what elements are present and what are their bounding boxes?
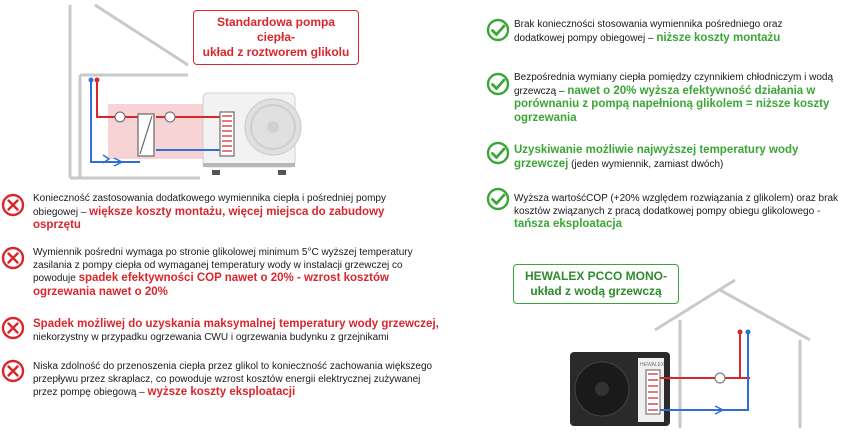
check-circle-icon — [486, 187, 510, 211]
con-text-part: Wymiennik pośredni wymaga po stronie glikolowej minimum 5°C wyższej temperatury zasilania z pompy ciepła od wymaganej temperatury wody w instalacji grzewczej co powoduje — [33, 247, 413, 284]
pro-text-part: Brak konieczności stosowania wymiennika pośredniego oraz dodatkowej pompy obiegowej – — [514, 19, 783, 44]
title-line: Standardowa pompa ciepła- — [216, 15, 335, 44]
check-circle-icon — [486, 18, 510, 42]
check-circle-icon — [486, 141, 510, 165]
glycol-system-title — [193, 10, 359, 65]
con-text-part: większe koszty montażu, więcej miejsca do zabudowy osprzętu — [33, 205, 385, 231]
pro-item — [514, 72, 844, 125]
con-item — [33, 193, 418, 233]
con-item — [33, 361, 433, 400]
pro-text-part: Uzyskiwanie możliwie najwyższej temperatury wody grzewczej — [514, 144, 799, 170]
con-text-part: Konieczność zastosowania dodatkowego wymiennika ciepła i pośredniej pompy obiegowej – — [33, 193, 386, 218]
x-circle-icon — [1, 246, 25, 270]
pro-text-part: nawet o 20% wyższa efektywność działania w porównaniu z pompą napełnioną glikolem = niższe koszty ogrzewania — [514, 84, 830, 124]
x-circle-icon — [1, 316, 25, 340]
pro-text-part: Wyższa wartośćCOP (+20% względem rozwiązania z glikolem) oraz brak kosztów związanych z pracą dodatkowej pompy obiegu glikolowego - — [514, 193, 839, 217]
title-line: układ z roztworem glikolu — [202, 45, 350, 59]
con-text-part: Spadek możliwej do uzyskania maksymalnej temperatury wody grzewczej, — [33, 318, 439, 330]
pump — [715, 373, 725, 383]
pro-item — [514, 144, 844, 171]
x-circle-icon — [1, 193, 25, 217]
x-circle-icon — [1, 359, 25, 383]
title-line: HEWALEX PCCO MONO- — [524, 269, 667, 283]
condenser-coil — [220, 112, 234, 156]
con-text-part: niekorzystny w przypadku ogrzewania CWU i ogrzewania budynku z grzejnikami — [33, 331, 389, 343]
pro-item — [514, 19, 819, 45]
outdoor-unit — [203, 93, 301, 175]
pro-text-part: Bezpośrednia wymiany ciepła pomiędzy czynnikiem chłodniczym i wodą grzewczą – — [514, 72, 834, 97]
pro-item — [514, 193, 844, 232]
con-item — [33, 247, 418, 299]
con-item — [33, 318, 463, 344]
pro-text-part: niższe koszty montażu — [656, 31, 781, 44]
plate-exchanger — [138, 114, 154, 156]
unit-logo: HEWALEX — [640, 362, 665, 368]
pro-text-part: (jeden wymiennik, zamiast dwóch) — [568, 158, 724, 170]
condenser-coil — [646, 370, 660, 414]
con-text-part: wyższe koszty eksploatacji — [147, 386, 296, 398]
con-text-part: Niska zdolność do przenoszenia ciepła przez glikol to konieczność zachowania większego przepływu przez skraplacz, co powoduje wzrost kosztów energii elektrycznej zużywanej przez pompę obiegową – — [33, 361, 433, 398]
check-circle-icon — [486, 72, 510, 96]
direct-system-title — [513, 264, 679, 304]
con-text-part: spadek efektywności COP nawet o 20% - wzrost kosztów ogrzewania nawet o 20% — [33, 272, 389, 298]
pro-text-part: tańsza eksploatacja — [514, 218, 623, 230]
title-line: układ z wodą grzewczą — [530, 284, 662, 298]
